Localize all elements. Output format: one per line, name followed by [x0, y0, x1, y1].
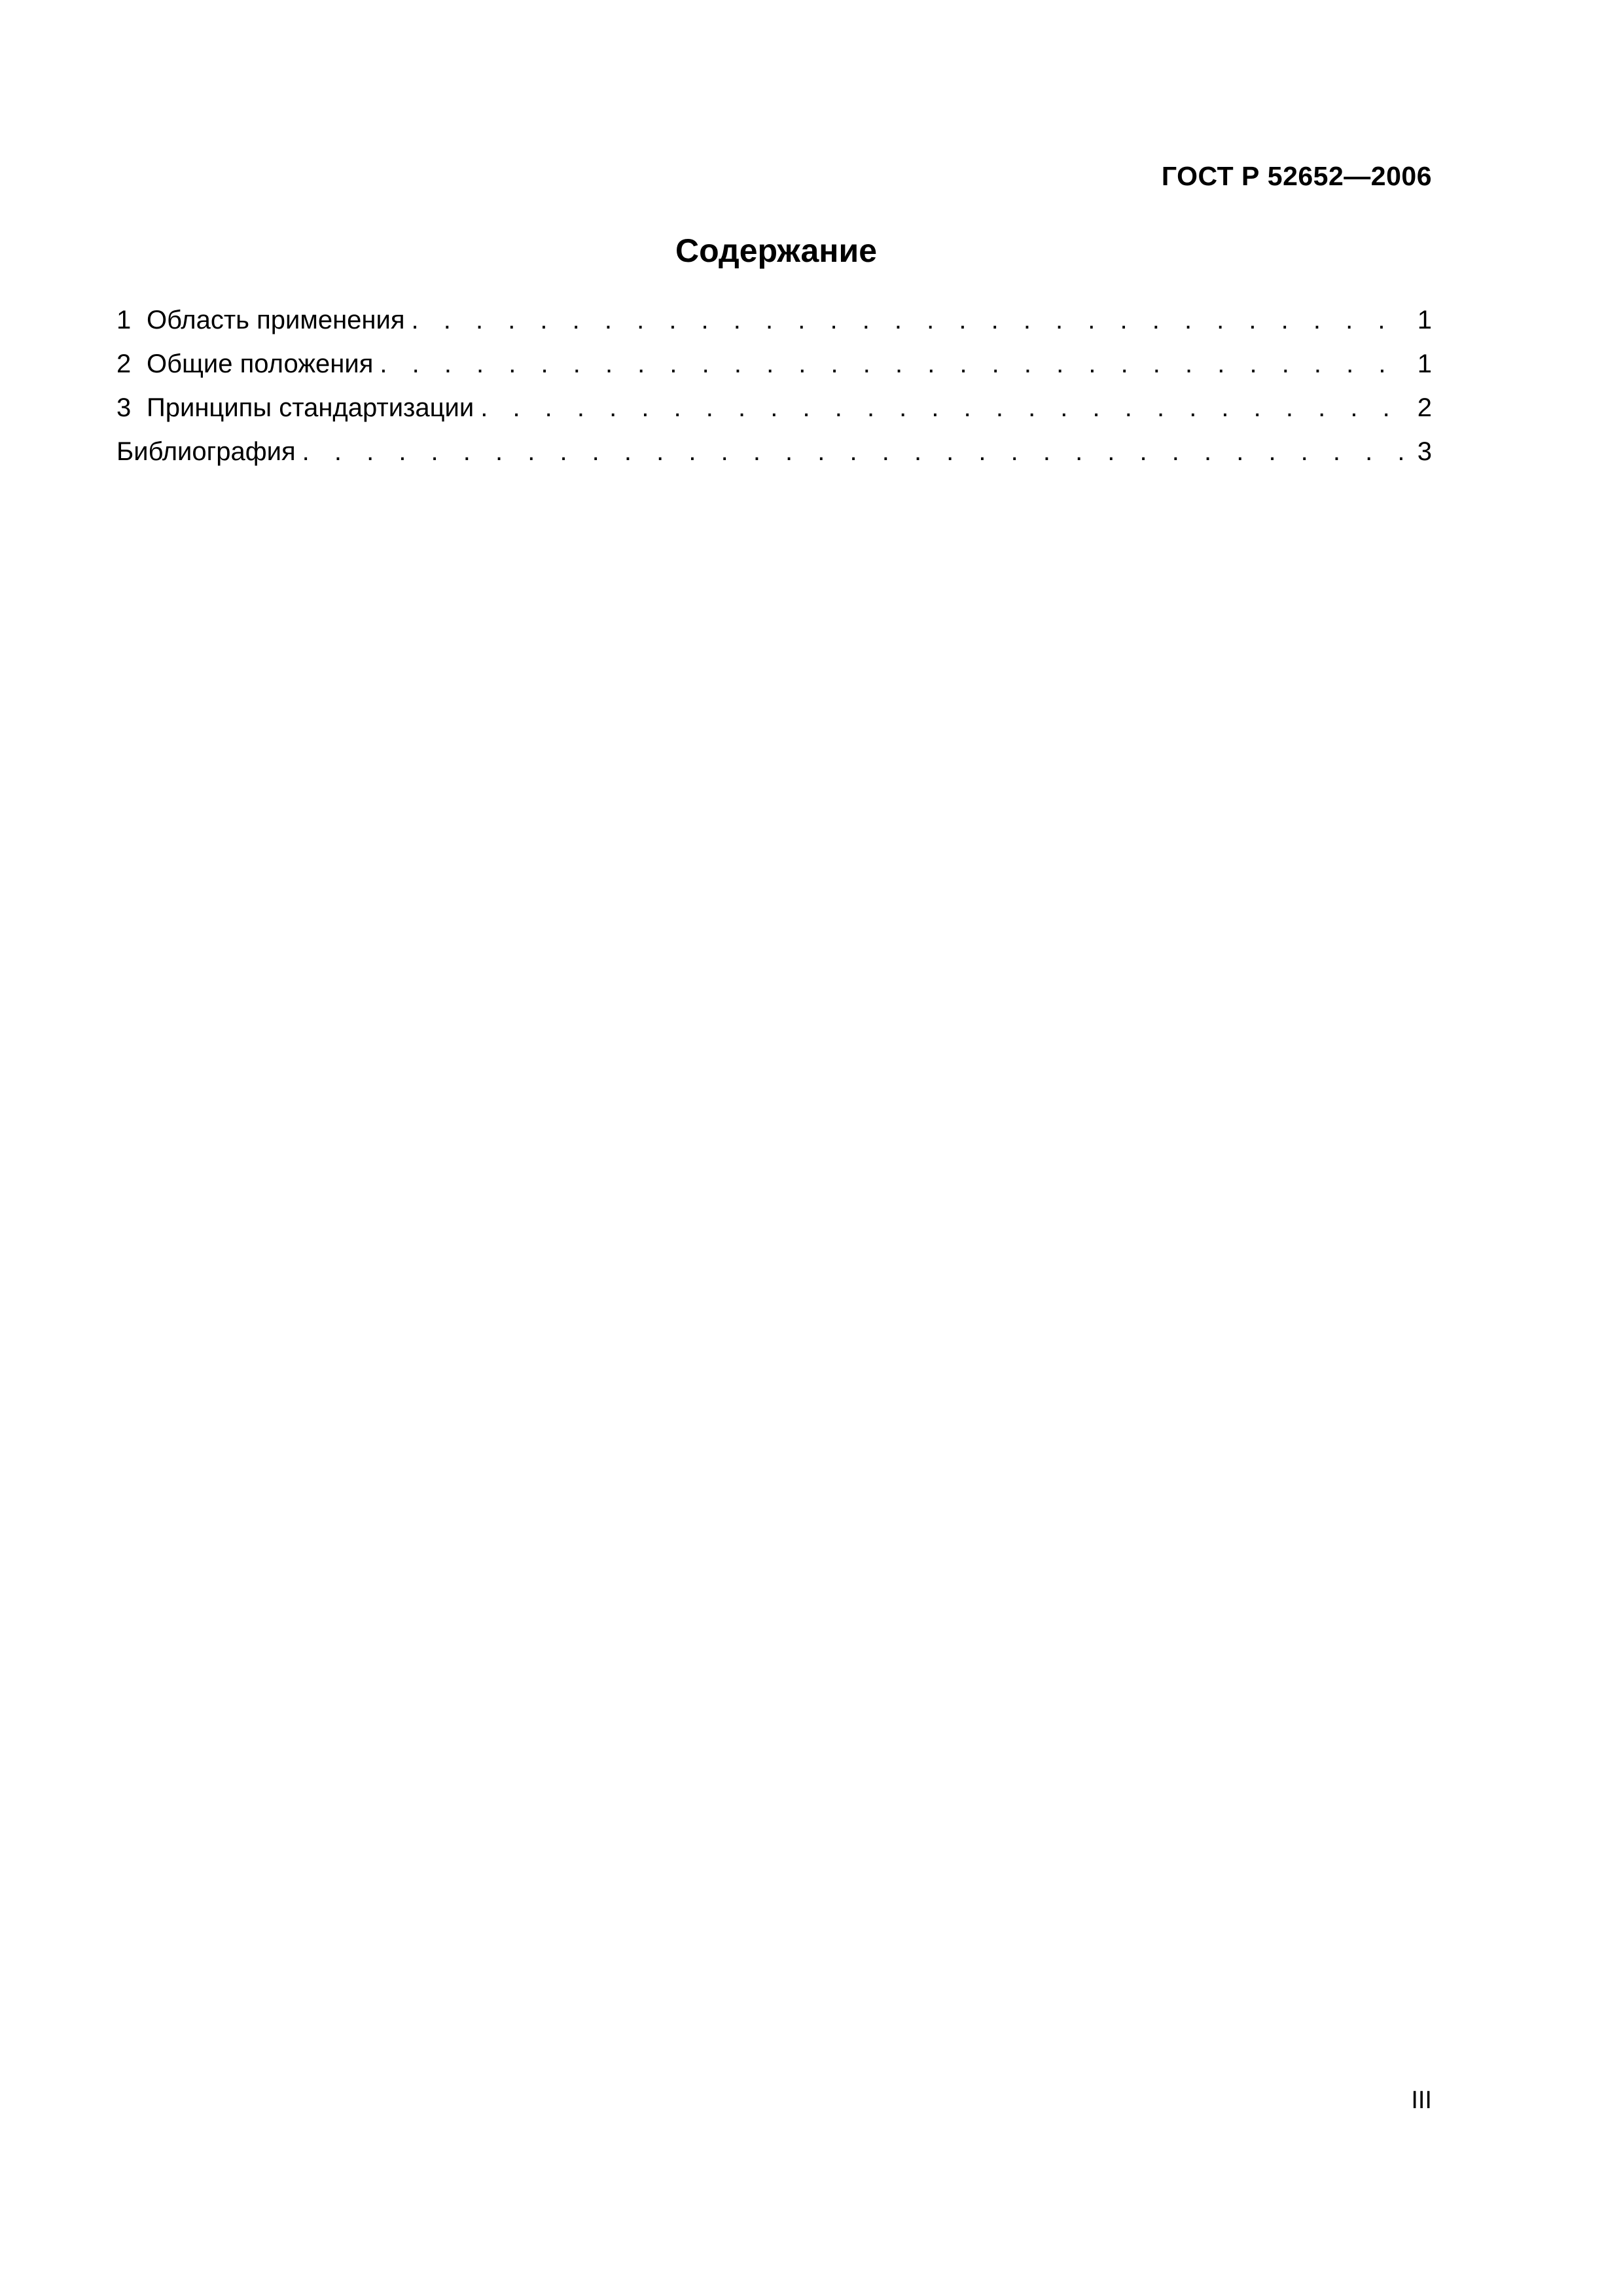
document-code: ГОСТ Р 52652—2006 [1161, 161, 1432, 191]
toc-title: Содержание [675, 232, 878, 269]
toc-item-title: Библиография [116, 437, 296, 466]
toc-item-page: 2 [1417, 393, 1432, 422]
dot-leader [412, 298, 1408, 342]
dot-leader [302, 430, 1408, 474]
toc-item-bibliography[interactable] [116, 430, 1432, 474]
page-number: III [1411, 2087, 1432, 2114]
dot-leader [380, 342, 1408, 386]
toc-item-page: 1 [1417, 306, 1432, 334]
toc-item-scope[interactable] [116, 298, 1432, 342]
toc-item-title: Принципы стандартизации [147, 393, 474, 422]
toc-item-principles[interactable] [116, 386, 1432, 430]
toc-item-page: 1 [1417, 350, 1432, 378]
toc-item-number: 2 [116, 350, 132, 378]
toc-item-general[interactable] [116, 342, 1432, 386]
toc-item-number: 1 [116, 306, 132, 334]
toc-item-page: 3 [1417, 437, 1432, 466]
toc-item-number: 3 [116, 393, 132, 422]
dot-leader [480, 386, 1408, 430]
table-of-contents [116, 298, 1432, 474]
toc-item-title: Общие положения [147, 350, 374, 378]
toc-item-title: Область применения [147, 306, 405, 334]
